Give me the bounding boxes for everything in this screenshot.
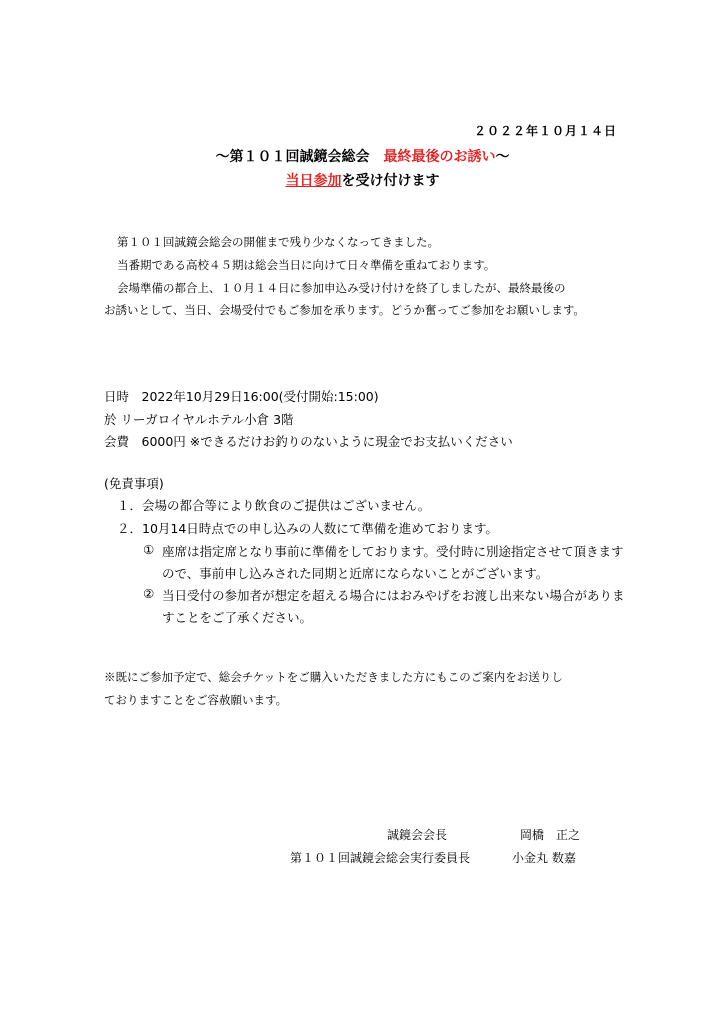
signature-1-title: 誠鏡会会長	[387, 828, 448, 842]
exemption-sub-1-marker: ①	[143, 542, 155, 557]
body-paragraph-3-line-1: 会場準備の都合上、１０月１４日に参加申込み受け付けを終了しましたが、最終最後の	[117, 281, 566, 295]
title-line-2-suffix: を受け付けます	[341, 173, 440, 189]
exemption-sub-2-line-2: すことをご了承ください。	[162, 610, 313, 625]
same-day-highlight: 当日参加	[285, 173, 342, 189]
body-paragraph-3-line-2: お誘いとして、当日、会場受付でもご参加を承ります。どうか奮ってご参加をお願いします。	[104, 303, 585, 317]
exemption-item-1: １．会場の都合等により飲食のご提供はございません。	[117, 498, 431, 513]
event-fee: 会費 6000円 ※できるだけお釣りのないように現金でお支払いください	[104, 434, 513, 449]
note-line-1: ※既にご参加予定で、総会チケットをご購入いただきました方にもこのご案内をお送りし	[104, 670, 563, 684]
signature-2-name: 小金丸 数嘉	[512, 851, 576, 865]
title-line-1	[0, 146, 725, 166]
document-date: ２０２２年１０月１４日	[473, 124, 617, 138]
title-highlight: 最終最後のお誘い	[383, 149, 496, 165]
title-line-2	[0, 170, 725, 190]
body-paragraph-2: 当番期である高校４５期は総会当日に向けて日々準備を重ねております。	[117, 258, 496, 272]
exemptions-header: (免責事項)	[104, 476, 164, 491]
exemption-item-2: ２．10月14日時点での申し込みの人数にて準備を進めております。	[117, 521, 498, 536]
exemption-sub-2-line-1: 当日受付の参加者が想定を超える場合にはおみやげをお渡し出来ない場合がありま	[162, 588, 625, 603]
exemption-sub-1-line-1: 座席は指定席となり事前に準備をしております。受付時に別途指定させて頂きます	[162, 544, 624, 559]
event-venue: 於 リーガロイヤルホテル小倉 3階	[104, 412, 294, 427]
note-line-2: ておりますことをご容赦願います。	[104, 693, 288, 707]
title-prefix: ～第１０１回誠鏡会総会	[215, 149, 384, 165]
exemption-sub-2-marker: ②	[143, 586, 155, 601]
signature-2-title: 第１０１回誠鏡会総会実行委員長	[290, 851, 471, 865]
event-datetime: 日時 2022年10月29日16:00(受付開始:15:00)	[104, 389, 379, 404]
signature-1-name: 岡橋 正之	[520, 828, 581, 842]
title-suffix: ～	[495, 149, 510, 165]
body-paragraph-1: 第１０１回誠鏡会総会の開催まで残り少なくなってきました。	[117, 235, 439, 249]
exemption-sub-1-line-2: ので、事前申し込みされた同期と近席にならないことがございます。	[162, 566, 549, 581]
